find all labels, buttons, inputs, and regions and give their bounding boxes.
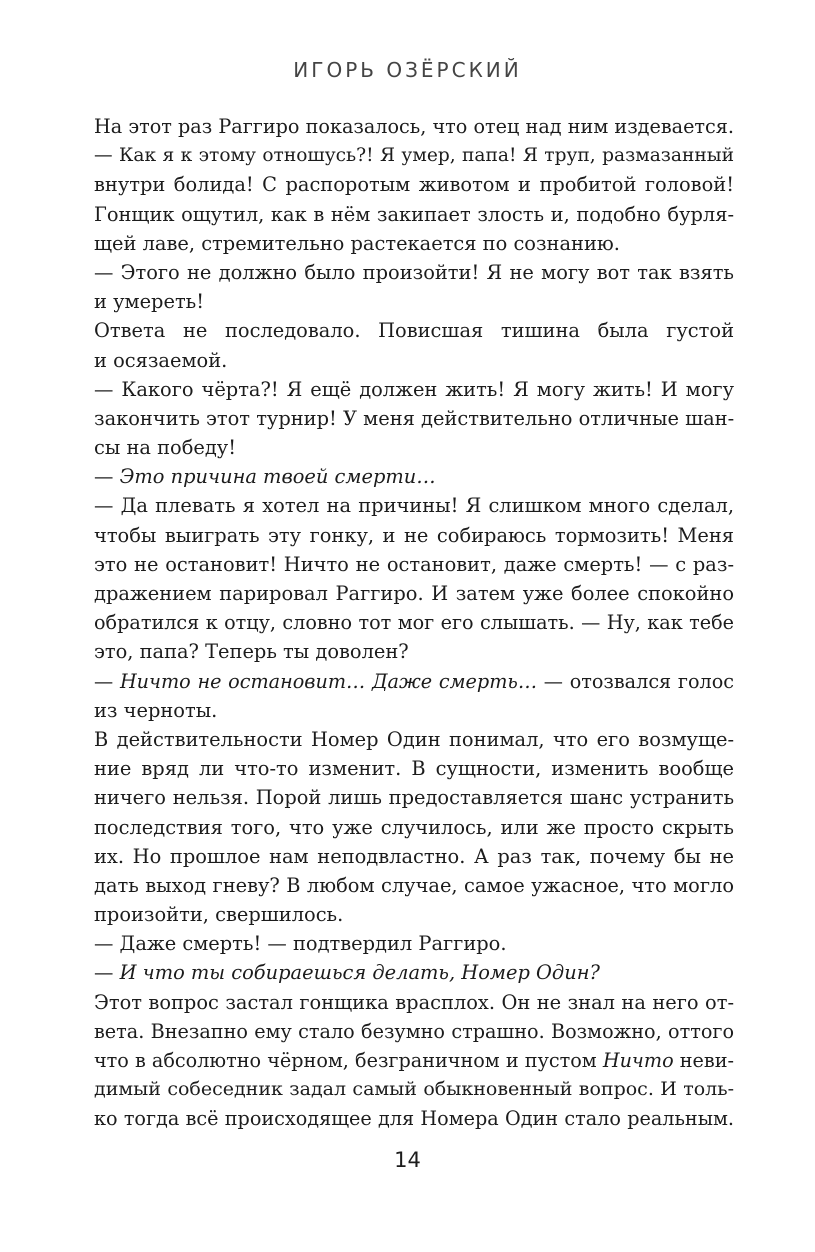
- text-line: Гонщик ощутил, как в нём закипает злость и, подобно бурля-: [94, 202, 734, 226]
- text-line: вета. Внезапно ему стало безумно страшно. Возможно, оттого: [94, 1019, 734, 1043]
- text-line: их. Но прошлое нам неподвластно. А раз так, почему бы не: [94, 844, 734, 868]
- text-line: ние вряд ли что-то изменит. В сущности, изменить вообще: [94, 757, 734, 781]
- text-line: чтобы выиграть эту гонку, и не собираюсь тормозить! Меня: [94, 523, 734, 547]
- text-line: что в абсолютно чёрном, безграничном и пустом Ничто неви-: [94, 1049, 734, 1072]
- text-line: — Даже смерть! — подтвердил Раггиро.: [94, 932, 507, 956]
- text-line: это, папа? Теперь ты доволен?: [94, 640, 409, 664]
- text-line: и осязаемой.: [94, 348, 228, 372]
- running-header-author: ИГОРЬ ОЗЁРСКИЙ: [293, 58, 522, 82]
- text-line: — Этого не должно было произойти! Я не могу вот так взять: [94, 260, 734, 284]
- text-line: — Это причина твоей смерти…: [94, 465, 436, 489]
- text-line: ничего нельзя. Порой лишь предоставляется шанс устранить: [94, 786, 734, 810]
- text-line: и умереть!: [94, 290, 205, 314]
- text-line: внутри болида! С распоротым животом и пробитой головой!: [94, 173, 734, 197]
- text-line: сы на победу!: [94, 436, 236, 460]
- text-line: ко тогда всё происходящее для Номера Один стало реальным.: [94, 1107, 734, 1131]
- text-line: — Какого чёрта?! Я ещё должен жить! Я могу жить! И могу: [94, 377, 734, 401]
- text-line: дать выход гневу? В любом случае, самое ужасное, что могло: [94, 873, 734, 897]
- text-line: произойти, свершилось.: [94, 903, 344, 927]
- page-number: 14: [394, 1148, 421, 1172]
- text-line: последствия того, что уже случилось, или же просто скрыть: [94, 815, 734, 839]
- text-line: щей лаве, стремительно растекается по сознанию.: [94, 231, 620, 255]
- text-line: закончить этот турнир! У меня действительно отличные шан-: [94, 406, 735, 430]
- text-line: — И что ты собираешься делать, Номер Один?: [94, 961, 600, 985]
- text-line: — Как я к этому отношусь?! Я умер, папа! Я труп, размазанный: [94, 145, 734, 167]
- text-line: В действительности Номер Один понимал, что его возмуще-: [94, 727, 734, 751]
- text-line: На этот раз Раггиро показалось, что отец над ним издевается.: [94, 115, 734, 138]
- text-line: это не остановит! Ничто не остановит, даже смерть! — с раз-: [94, 552, 734, 576]
- text-line: — Да плевать я хотел на причины! Я слишком много сделал,: [94, 494, 734, 518]
- text-line: — Ничто не остановит… Даже смерть… — отозвался голос: [94, 669, 734, 693]
- text-line: из черноты.: [94, 698, 218, 722]
- text-line: дражением парировал Раггиро. И затем уже более спокойно: [94, 582, 734, 605]
- text-line: Этот вопрос застал гонщика врасплох. Он не знал на него от-: [94, 990, 734, 1014]
- text-line: Ответа не последовало. Повисшая тишина была густой: [94, 319, 734, 343]
- body-text: [94, 112, 734, 1134]
- text-line: обратился к отцу, словно тот мог его слышать. — Ну, как тебе: [94, 611, 734, 635]
- text-line: димый собеседник задал самый обыкновенный вопрос. И толь-: [94, 1078, 734, 1101]
